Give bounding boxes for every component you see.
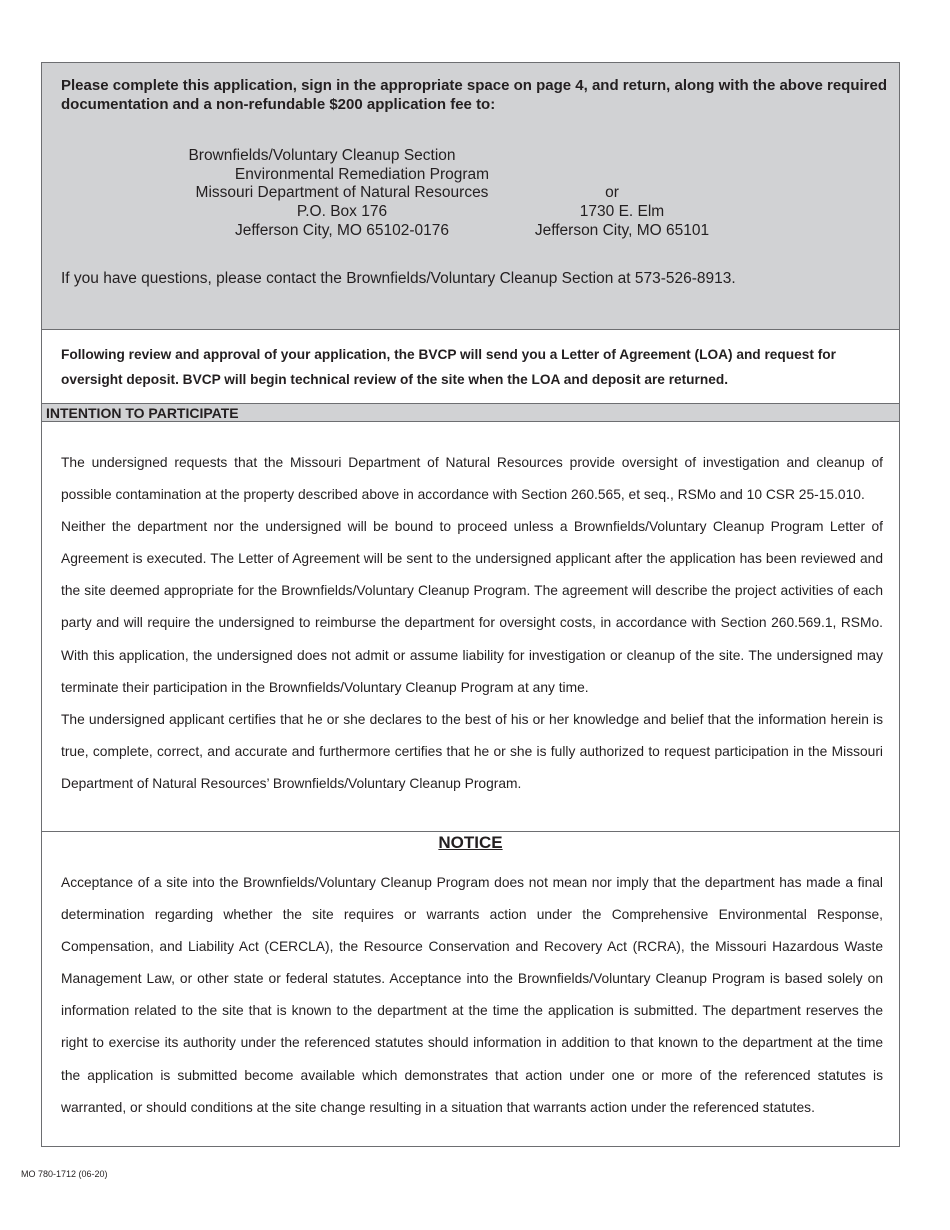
address-city: Jefferson City, MO 65102-0176 (235, 221, 449, 239)
application-form-page (41, 62, 900, 1147)
submission-instructions: Please complete this application, sign in the appropriate space on page 4, and return, along with the above required documentation and a non-refundable $200 application fee to: (61, 77, 888, 113)
street-address-city: Jefferson City, MO 65101 (534, 221, 710, 239)
notice-text (61, 867, 883, 1124)
intention-paragraph: Neither the department nor the undersigned will be bound to proceed unless a Brownfields/Voluntary Cleanup Program Letter of Agreement is executed. The Letter of Agreement will be sent to the undersigned applicant after the application has been reviewed and the site deemed appropriate for the Brownfields/Voluntary Cleanup Program. The agreement will describe the project activities of each party and will require the undersigned to reimburse the department for oversight costs, in accordance with Section 260.569.1, RSMo. With this application, the undersigned does not admit or assume liability for investigation or cleanup of the site. The undersigned may terminate their participation in the Brownfields/Voluntary Cleanup Program at any time. (61, 519, 883, 695)
address-po-box: P.O. Box 176 (296, 203, 388, 221)
notice-paragraph: Acceptance of a site into the Brownfields/Voluntary Cleanup Program does not mean nor imply that the department has made a final determination regarding whether the site requires or warrants action under the Comprehensive Environmental Response, Compensation, and Liability Act (CERCLA), the Resource Conservation and Recovery Act (RCRA), the Missouri Hazardous Waste Management Law, or other state or federal statutes. Acceptance into the Brownfields/Voluntary Cleanup Program is based solely on information related to the site that is known to the department at the time the application is submitted. The department reserves the right to exercise its authority under the referenced statutes should information in addition to that known to the department at the time the application is submitted become available which demonstrates that action under one or more of the referenced statutes is warranted, or should conditions at the site change resulting in a situation that warrants action under the referenced statutes. (61, 875, 883, 1115)
mailing-address (162, 147, 522, 241)
address-section: Brownfields/Voluntary Cleanup Section (188, 147, 456, 164)
contact-questions: If you have questions, please contact the Brownfields/Voluntary Cleanup Section at 573-526-8913. (61, 270, 736, 287)
review-notice: Following review and approval of your application, the BVCP will send you a Letter of Agreement (LOA) and request for oversight deposit. BVCP will begin technical review of the site when the LOA and deposit are returned. (61, 347, 836, 387)
intention-paragraph: The undersigned requests that the Missouri Department of Natural Resources provide oversight of investigation and cleanup of possible contamination at the property described above in accordance with Section 260.565, et seq., RSMo and 10 CSR 25-15.010. (61, 455, 883, 503)
intention-section-header (42, 403, 899, 422)
intention-paragraph: The undersigned applicant certifies that he or she declares to the best of his or her knowledge and belief that the information herein is true, complete, correct, and accurate and furthermore certifies that he or she is fully authorized to request participation in the Missouri Department of Natural Resources’ Brownfields/Voluntary Cleanup Program. (61, 711, 883, 791)
notice-title: NOTICE (438, 833, 503, 852)
address-department: Missouri Department of Natural Resources (195, 184, 489, 202)
street-address-line: 1730 E. Elm (579, 203, 665, 220)
address-or-label: or (605, 184, 619, 201)
intention-text (61, 447, 883, 800)
street-address (522, 203, 722, 240)
form-number: MO 780-1712 (06-20) (21, 1169, 108, 1179)
notice-divider (42, 831, 899, 832)
address-program: Environmental Remediation Program (234, 165, 490, 183)
submission-instructions-block (42, 63, 899, 330)
intention-title: INTENTION TO PARTICIPATE (46, 405, 239, 421)
